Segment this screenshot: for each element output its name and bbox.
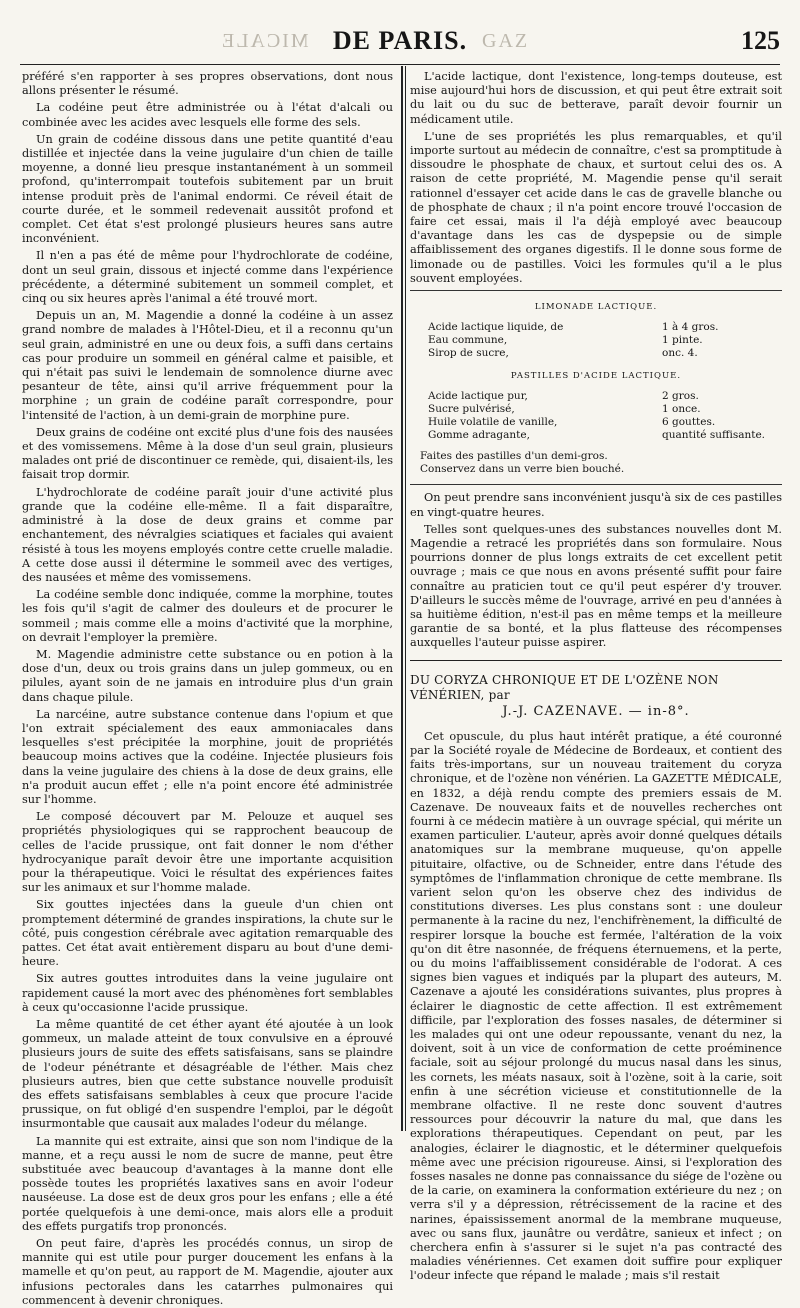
paragraph: L'hydrochlorate de codéine paraît jouir d'une activité plus grande que la codéine elle-même. Il a fait disparaître, administré à la dose de deux grains et comme par enchantement, des névralgies sciatiques et faciales qui avaient résisté à tous les moyens employés contre cette cruelle maladie. A cette dose aussi il détermine le sommeil avec des vertiges, des nausées et même des vomissemens. xyxy=(22,485,393,584)
formula-row xyxy=(428,334,782,347)
paragraph: Deux grains de codéine ont excité plus d'une fois des nausées et des vomissemens. Même à la dose d'un seul grain, plusieurs malades ont prié de discontinuer ce remède, qui, disaient-ils, les faisait trop dormir. xyxy=(22,425,393,482)
right-column xyxy=(410,70,782,1283)
formula-pastilles xyxy=(428,390,782,442)
paragraph: Six gouttes injectées dans la gueule d'un chien ont promptement déterminé de grandes inspirations, la chute sur le côté, puis congestion cérébrale avec agitation remarquable des pattes. Cet état avait entièrement disparu au bout d'une demi-heure. xyxy=(22,898,393,969)
paragraph: L'une de ses propriétés les plus remarquables, et qu'il importe surtout au médecin de connaître, c'est sa promptitude à dissoudre le phosphate de chaux, et surtout celui des os. A raison de cette propriété, M. Magendie pense qu'il serait rationnel d'essayer cet acide dans le cas de gravelle blanche ou de phosphate de chaux ; il n'a point encore trouvé l'occasion de faire cet essai, mais il l'a déjà employé avec beaucoup d'avantage dans les cas de dyspepsie ou de simple affaiblissement des organes digestifs. Il le donne sous forme de limonade ou de pastilles. Voici les formules qu'il a le plus souvent employées. xyxy=(410,129,782,285)
paragraph: On peut prendre sans inconvénient jusqu'à six de ces pastilles en vingt-quatre heures. xyxy=(410,491,782,519)
quantity: 2 gros. xyxy=(662,390,699,403)
section-rule xyxy=(410,660,782,661)
formula-row xyxy=(428,347,782,360)
quantity: quantité suffisante. xyxy=(662,429,766,442)
paragraph: La codéine peut être administrée ou à l'état d'alcali ou combinée avec les acides avec lesquels elle forme des sels. xyxy=(22,101,393,129)
paragraph: La codéine semble donc indiquée, comme la morphine, toutes les fois qu'il s'agit de calmer des douleurs et de procurer le sommeil ; mais comme elle a moins d'activité que la morphine, on devrait l'employer la première. xyxy=(22,588,393,644)
review-title-line: DU CORYZA CHRONIQUE ET DE L'OZÈNE NON VÉNÉRIEN, par xyxy=(410,672,719,702)
ingredient: Acide lactique pur, xyxy=(428,390,528,403)
formula-note-line: Faites des pastilles d'un demi-gros. xyxy=(420,450,608,463)
formula-row xyxy=(428,390,782,403)
paragraph: Il n'en a pas été de même pour l'hydrochlorate de codéine, dont un seul grain, dissous et injecté comme dans l'expérience précédente, a déterminé subitement un sommeil complet, et cinq ou six heures après l'animal a été trouvé mort. xyxy=(22,249,393,306)
quantity: 1 à 4 gros. xyxy=(662,321,719,334)
bleed-through-text: GAZ xyxy=(482,30,530,52)
paragraph: L'acide lactique, dont l'existence, long-temps douteuse, est mise aujourd'hui hors de discussion, et qui peut être extrait soit du lait ou du suc de betterave, paraît devoir fournir un médicament utile. xyxy=(410,70,782,126)
paragraph: Le composé découvert par M. Pelouze et auquel ses propriétés physiologiques qui se rapprochent beaucoup de celles de l'acide prussique, ont fait donner le nom d'éther hydrocyanique paraît devoir être une importante acquisition pour la thérapeutique. Voici le résultat des expériences faites sur les animaux et sur l'homme malade. xyxy=(22,810,393,895)
ingredient: Eau commune, xyxy=(428,334,508,347)
paragraph: La narcéine, autre substance contenue dans l'opium et que l'on extrait spécialement des eaux ammoniacales dans lesquelles s'est précipitée la morphine, jouit de propriétés beaucoup moins actives que la codéine. Injectée plusieurs fois dans la veine jugulaire des chiens à la dose de deux grains, elle n'a produit aucun effet ; elle n'a point encore été administrée sur l'homme. xyxy=(22,707,393,806)
quantity: 1 once. xyxy=(662,403,701,416)
formula-note xyxy=(420,450,782,476)
running-head: DE PARIS. xyxy=(332,26,468,55)
column-divider xyxy=(401,66,403,1131)
paragraph: Cet opuscule, du plus haut intérêt pratique, a été couronné par la Société royale de Médecine de Bordeaux, et contient des faits très-importans, sur un nouveau traitement du coryza chronique, et de l'ozène non vénérien. La GAZETTE MÉDICALE, en 1832, a déjà rendu compte des premiers essais de M. Cazenave. De nouveaux faits et de nouvelles recherches ont fourni à ce médecin matière à un ouvrage spécial, qui mérite un examen particulier. L'auteur, après avoir donné quelques détails anatomiques sur la membrane muqueuse, qu'on appelle pituitaire, olfactive, ou de Schneider, entre dans l'étude des symptômes de l'inflammation chronique de cette membrane. Ils varient selon qu'on les observe chez des individus de constitutions diverses. Les plus constans sont : une douleur permanente à la racine du nez, l'enchifrènement, la difficulté de respirer lorsque la bouche est fermée, l'altération de la voix qu'on dit être nasonnée, de fréquens éternuemens, et la perte, ou du moins l'affaiblissement considérable de l'odorat. A ces signes bien vagues et indiqués par la plupart des auteurs, M. Cazenave a ajouté les considérations suivantes, plus propres à éclairer le diagnostic de cette affection. Il est extrêmement difficile, par l'exploration des fosses nasales, de déterminer si les malades qui ont une odeur repoussante, venant du nez, la doivent, soit à un vice de conformation de cette proéminence faciale, soit au séjour prolongé du mucus nasal dans les sinus, les cornets, les méats nasaux, soit à l'ozène, soit à la carie, soit enfin à une sécrétion vicieuse et constitutionnelle de la membrane olfactive. Il ne reste donc souvent d'autres ressources pour découvrir la nature du mal, que dans les explorations thérapeutiques. Cependant on peut, par les analogies, éclairer le diagnostic, et le déterminer quelquefois même avec une précision rigoureuse. Ainsi, si l'exploration des fosses nasales ne donne pas connaissance du siége de l'ozène ou de la carie, on examinera la conformation extérieure du nez ; on verra s'il y a dépression, rétrécissement de la racine et des narines, épaississement anormal de la membrane muqueuse, avec ou sans flux, jaunâtre ou verdâtre, sanieux et infect ; on cherchera enfin à s'assurer si le sujet n'a pas contracté des maladies vénériennes. Cet examen doit suffire pour expliquer l'odeur infecte que répand le malade ; mais s'il restait xyxy=(410,729,782,1283)
quantity: onc. 4. xyxy=(662,347,698,360)
paragraph: Depuis un an, M. Magendie a donné la codéine à un assez grand nombre de malades à l'Hôtel-Dieu, et il a reconnu qu'un seul grain, administré en une ou deux fois, a suffi dans certains cas pour produire un sommeil en général calme et paisible, et qui n'était pas suivi le lendemain de somnolence diurne avec pesanteur de tête, ainsi qu'il arrive fréquemment pour la morphine ; un grain de codéine paraît correspondre, pour l'intensité de l'action, à un demi-grain de morphine pure. xyxy=(22,309,393,422)
bleed-through-text: MICALE xyxy=(220,30,309,52)
column-divider xyxy=(405,66,406,1131)
paragraph: préféré s'en rapporter à ses propres observations, dont nous allons présenter le résumé. xyxy=(22,70,393,98)
paragraph: La même quantité de cet éther ayant été ajoutée à un look gommeux, un malade atteint de toux convulsive en a éprouvé plusieurs jours de suite des effets satisfaisans, sans se plaindre de l'odeur pénétrante et désagréable de l'éther. Mais chez plusieurs autres, bien que cette substance nouvelle produisît des effets satisfaisans semblables à ceux que procure l'acide prussique, on fut obligé d'en suspendre l'emploi, par le dégoût insurmontable que causait aux malades l'odeur du mélange. xyxy=(22,1018,393,1131)
paragraph: On peut faire, d'après les procédés connus, un sirop de mannite qui est utile pour purger doucement les enfans à la mamelle et qu'on peut, au rapport de M. Magendie, ajouter aux infusions pectorales dans les catarrhes pulmonaires qui commencent à devenir chroniques. xyxy=(22,1237,393,1307)
formula-title: PASTILLES D'ACIDE LACTIQUE. xyxy=(510,371,682,382)
ingredient: Gomme adragante, xyxy=(428,429,530,442)
paragraph: Un grain de codéine dissous dans une petite quantité d'eau distillée et injectée dans la veine jugulaire d'un chien de taille moyenne, a donné lieu presque instantanément à un sommeil profond, qu'interrompait toutefois subitement par un bruit intense produit près de l'animal endormi. Ce réveil était de courte durée, et le sommeil redevenait aussitôt profond et complet. Cet état s'est prolongé plusieurs heures sans autre inconvénient. xyxy=(22,132,393,246)
header-rule xyxy=(20,64,780,65)
quantity: 6 gouttes. xyxy=(662,416,716,429)
formula-title: LIMONADE LACTIQUE. xyxy=(534,302,658,313)
formula-row xyxy=(428,403,782,416)
left-column xyxy=(22,70,393,1307)
ingredient: Sucre pulvérisé, xyxy=(428,403,515,416)
ingredient: Huile volatile de vanille, xyxy=(428,416,558,429)
paragraph: Telles sont quelques-unes des substances nouvelles dont M. Magendie a retracé les propriétés dans son formulaire. Nous pourrions donner de plus longs extraits de cet excellent petit ouvrage ; mais ce que nous en avons présenté suffit pour faire connaître au praticien tout ce qu'il peut espérer d'y trouver. D'ailleurs le succès même de l'ouvrage, arrivé en peu d'années à sa huitième édition, n'est-il pas en même temps et la meilleure garantie de sa bonté, et la plus flatteuse des récompenses auxquelles l'auteur puisse aspirer. xyxy=(410,522,782,650)
formula-rule xyxy=(410,290,782,291)
formula-limonade xyxy=(428,321,782,360)
ingredient: Acide lactique liquide, de xyxy=(428,321,564,334)
paragraph: Six autres gouttes introduites dans la veine jugulaire ont rapidement causé la mort avec des phénomènes fort semblables à ceux qu'occasionne l'acide prussique. xyxy=(22,972,393,1014)
paragraph: M. Magendie administre cette substance ou en potion à la dose d'un, deux ou trois grains dans un julep gommeux, ou en pilules, ayant soin de ne jamais en introduire plus d'un grain dans chaque pilule. xyxy=(22,647,393,704)
review-title xyxy=(410,673,782,720)
ingredient: Sirop de sucre, xyxy=(428,347,509,360)
formula-row xyxy=(428,429,782,442)
quantity: 1 pinte. xyxy=(662,334,703,347)
formula-row xyxy=(428,416,782,429)
page-number: 125 xyxy=(741,26,780,55)
page-header xyxy=(20,22,780,58)
paragraph: La mannite qui est extraite, ainsi que son nom l'indique de la manne, et a reçu aussi le nom de sucre de manne, peut être substituée avec beaucoup d'avantages à la manne dont elle possède toutes les propriétés laxatives sans en avoir l'odeur nauséeuse. La dose est de deux gros pour les enfans ; elle a été portée quelquefois à une demi-once, mais alors elle a produit des effets purgatifs trop prononcés. xyxy=(22,1134,393,1233)
formula-row xyxy=(428,321,782,334)
formula-note-line: Conservez dans un verre bien bouché. xyxy=(420,463,625,476)
formula-rule xyxy=(410,484,782,485)
review-author-line: J.-J. CAZENAVE. — in-8°. xyxy=(502,703,690,719)
